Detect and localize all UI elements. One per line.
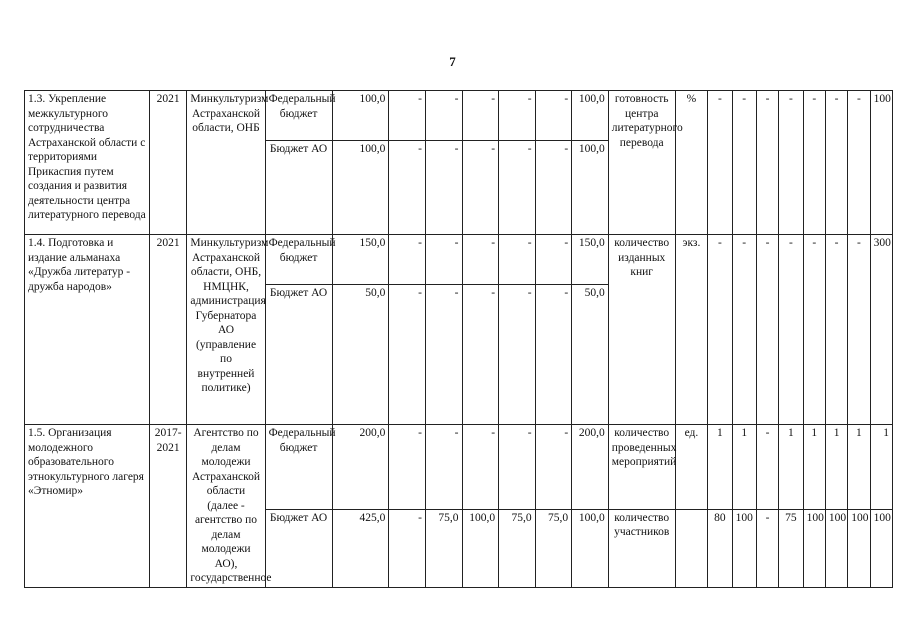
funding-year: - bbox=[425, 425, 462, 510]
indicator-cell: количество участников bbox=[608, 509, 675, 587]
funding-year: - bbox=[462, 91, 499, 141]
funding-total: 200,0 bbox=[332, 425, 389, 510]
funding-year: - bbox=[499, 91, 536, 141]
funding-year: - bbox=[389, 285, 426, 425]
indicator-value: - bbox=[756, 91, 778, 235]
indicator-value: 1 bbox=[708, 425, 732, 510]
funding-year: - bbox=[499, 235, 536, 285]
indicator-cell: готовность центра литературного перевода bbox=[608, 91, 675, 235]
year-cell: 2021 bbox=[149, 91, 187, 235]
indicator-value: - bbox=[756, 509, 778, 587]
funding-year: 100,0 bbox=[462, 509, 499, 587]
indicator-value: 1 bbox=[803, 425, 825, 510]
funding-source: Федеральный бюджет bbox=[265, 425, 332, 510]
indicator-value: - bbox=[848, 235, 870, 425]
indicator-value: - bbox=[756, 235, 778, 425]
indicator-value: - bbox=[848, 91, 870, 235]
funding-total: 50,0 bbox=[332, 285, 389, 425]
task-cell: 1.5. Организация молодежного образовательного этнокультурного лагеря «Этномир» bbox=[25, 425, 150, 588]
funding-total: 100,0 bbox=[332, 91, 389, 141]
executor-cell: Минкультуризм Астраханской области, ОНБ, НМЦНК, администрация Губернатора АО (управление по внутренней политике) bbox=[187, 235, 265, 425]
page-number: 7 bbox=[449, 54, 456, 69]
funding-year: 75,0 bbox=[425, 509, 462, 587]
indicator-value: 100 bbox=[848, 509, 870, 587]
program-table bbox=[24, 90, 893, 588]
indicator-value: 100 bbox=[803, 509, 825, 587]
indicator-value: - bbox=[779, 235, 803, 425]
indicator-value: - bbox=[708, 235, 732, 425]
funding-year: - bbox=[535, 235, 572, 285]
indicator-value: - bbox=[825, 235, 847, 425]
unit-cell: экз. bbox=[675, 235, 707, 425]
indicator-value: 300 bbox=[870, 235, 892, 425]
funding-total: 425,0 bbox=[332, 509, 389, 587]
task-cell: 1.3. Укрепление межкультурного сотрудничества Астраханской области с территориями Прикаспия путем создания и развития деятельности центра литературного перевода bbox=[25, 91, 150, 235]
funding-year: - bbox=[389, 141, 426, 235]
task-cell: 1.4. Подготовка и издание альманаха «Дружба литератур - дружба народов» bbox=[25, 235, 150, 425]
funding-year: 200,0 bbox=[572, 425, 609, 510]
unit-cell: ед. bbox=[675, 425, 707, 510]
indicator-value: 100 bbox=[870, 91, 892, 235]
funding-source: Федеральный бюджет bbox=[265, 91, 332, 141]
table-row bbox=[25, 425, 893, 510]
indicator-value: - bbox=[825, 91, 847, 235]
funding-year: - bbox=[389, 509, 426, 587]
funding-year: - bbox=[535, 91, 572, 141]
funding-year: - bbox=[425, 235, 462, 285]
indicator-value: 100 bbox=[870, 509, 892, 587]
funding-year: 100,0 bbox=[572, 141, 609, 235]
funding-year: - bbox=[389, 91, 426, 141]
funding-year: 150,0 bbox=[572, 235, 609, 285]
indicator-value: 1 bbox=[779, 425, 803, 510]
funding-year: - bbox=[425, 141, 462, 235]
funding-year: - bbox=[389, 425, 426, 510]
indicator-value: 1 bbox=[848, 425, 870, 510]
funding-year: - bbox=[425, 285, 462, 425]
unit-cell: % bbox=[675, 91, 707, 235]
funding-year: 100,0 bbox=[572, 91, 609, 141]
indicator-value: 1 bbox=[825, 425, 847, 510]
funding-year: - bbox=[535, 141, 572, 235]
funding-year: 75,0 bbox=[535, 509, 572, 587]
funding-year: - bbox=[389, 235, 426, 285]
funding-source: Бюджет АО bbox=[265, 141, 332, 235]
funding-year: - bbox=[425, 91, 462, 141]
funding-year: 75,0 bbox=[499, 509, 536, 587]
year-cell: 2017-2021 bbox=[149, 425, 187, 588]
funding-year: - bbox=[499, 141, 536, 235]
unit-cell bbox=[675, 509, 707, 587]
table-row bbox=[25, 91, 893, 141]
indicator-value: - bbox=[779, 91, 803, 235]
indicator-value: 100 bbox=[732, 509, 756, 587]
indicator-value: 100 bbox=[825, 509, 847, 587]
funding-year: - bbox=[462, 285, 499, 425]
indicator-value: 75 bbox=[779, 509, 803, 587]
indicator-value: - bbox=[708, 91, 732, 235]
indicator-value: - bbox=[803, 91, 825, 235]
indicator-value: 1 bbox=[870, 425, 892, 510]
indicator-cell: количество проведенных мероприятий bbox=[608, 425, 675, 510]
funding-year: - bbox=[499, 285, 536, 425]
funding-year: - bbox=[499, 425, 536, 510]
executor-cell: Агентство по делам молодежи Астраханской области (далее - агентство по делам молодежи АО), государственное bbox=[187, 425, 265, 588]
funding-year: 50,0 bbox=[572, 285, 609, 425]
year-cell: 2021 bbox=[149, 235, 187, 425]
indicator-value: - bbox=[756, 425, 778, 510]
funding-source: Федеральный бюджет bbox=[265, 235, 332, 285]
funding-year: 100,0 bbox=[572, 509, 609, 587]
indicator-value: - bbox=[803, 235, 825, 425]
indicator-value: - bbox=[732, 235, 756, 425]
funding-year: - bbox=[462, 235, 499, 285]
funding-source: Бюджет АО bbox=[265, 509, 332, 587]
funding-year: - bbox=[462, 425, 499, 510]
funding-year: - bbox=[535, 425, 572, 510]
indicator-value: - bbox=[732, 91, 756, 235]
funding-source: Бюджет АО bbox=[265, 285, 332, 425]
funding-year: - bbox=[535, 285, 572, 425]
funding-year: - bbox=[462, 141, 499, 235]
executor-cell: Минкультуризм Астраханской области, ОНБ bbox=[187, 91, 265, 235]
indicator-value: 1 bbox=[732, 425, 756, 510]
funding-total: 150,0 bbox=[332, 235, 389, 285]
indicator-value: 80 bbox=[708, 509, 732, 587]
table-row bbox=[25, 235, 893, 285]
funding-total: 100,0 bbox=[332, 141, 389, 235]
indicator-cell: количество изданных книг bbox=[608, 235, 675, 425]
